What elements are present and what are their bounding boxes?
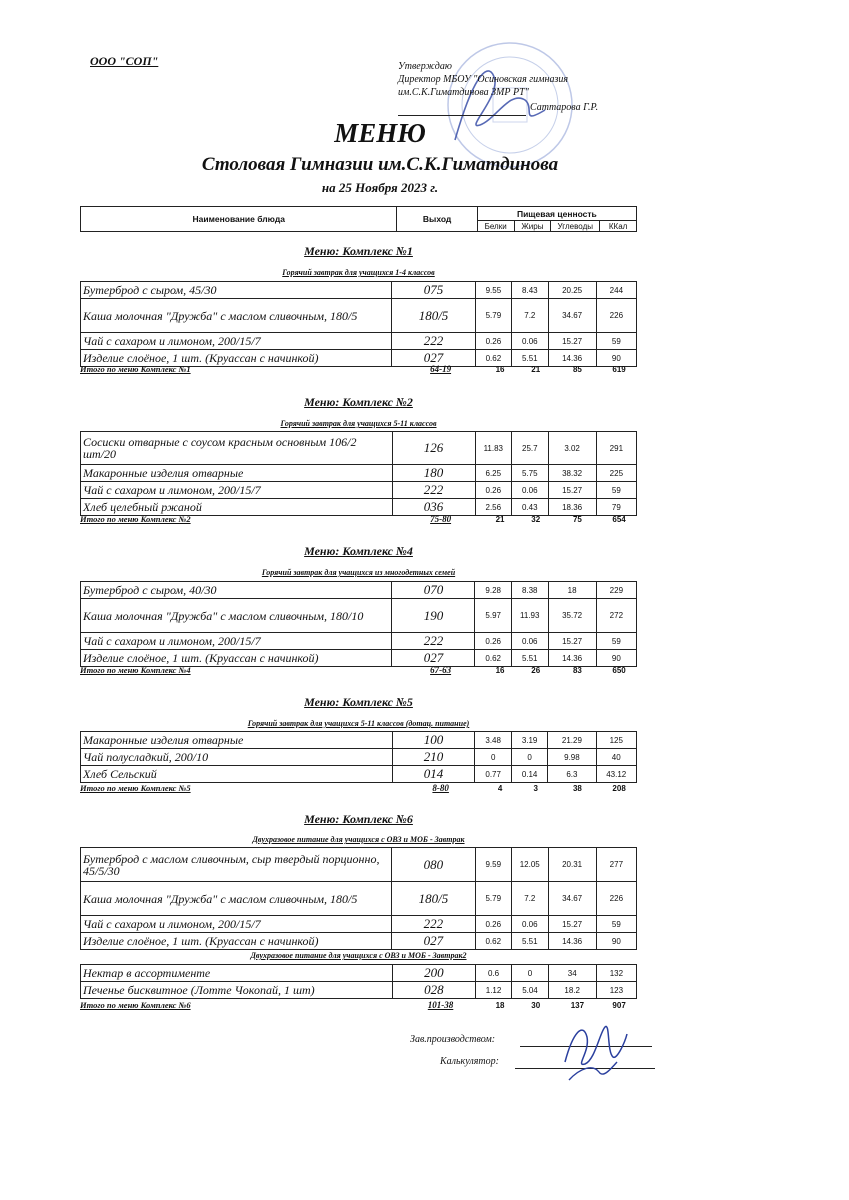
- dish-output: 222: [392, 916, 475, 933]
- table-row: [81, 749, 637, 766]
- section-subtitle: Двухразовое питание для учащихся с ОВЗ и МОБ - Завтрак: [252, 835, 465, 844]
- table-row: [81, 732, 637, 749]
- dish-kcal: 226: [596, 882, 636, 916]
- total-kcal: 650: [612, 665, 626, 675]
- dish-carbs: 34: [548, 965, 596, 982]
- section-table: [80, 581, 637, 667]
- dish-name: Бутерброд с маслом сливочным, сыр твердый порционно, 45/5/30: [81, 848, 392, 882]
- section-table: [80, 281, 637, 367]
- dish-proteins: 9.55: [475, 282, 511, 299]
- dish-fats: 5.51: [511, 933, 548, 950]
- dish-fats: 5.51: [512, 350, 548, 367]
- dish-name: Изделие слоёное, 1 шт. (Круассан с начинкой): [81, 650, 392, 667]
- dish-kcal: 291: [596, 432, 636, 465]
- header-proteins: Белки: [477, 221, 514, 232]
- dish-output: 036: [392, 499, 475, 516]
- header-fats: Жиры: [514, 221, 551, 232]
- dish-output: 222: [392, 482, 475, 499]
- dish-name: Чай с сахаром и лимоном, 200/15/7: [81, 482, 393, 499]
- table-row: [81, 333, 637, 350]
- dish-proteins: 0.62: [475, 350, 511, 367]
- table-row: [81, 848, 637, 882]
- dish-carbs: 18: [548, 582, 596, 599]
- dish-fats: 7.2: [511, 882, 548, 916]
- table-row: [81, 633, 637, 650]
- section-subtitle: Двухразовое питание для учащихся с ОВЗ и МОБ - Завтрак2: [250, 951, 467, 960]
- total-output: 64-19: [430, 364, 452, 374]
- dish-output: 126: [392, 432, 475, 465]
- total-fats: 3: [533, 783, 538, 793]
- table-row: [81, 432, 637, 465]
- dish-fats: 8.43: [512, 282, 548, 299]
- dish-kcal: 272: [596, 599, 636, 633]
- dish-fats: 5.04: [512, 982, 548, 999]
- total-output: 8-80: [432, 783, 449, 793]
- dish-fats: 5.51: [511, 650, 548, 667]
- section-title: Меню: Комплекс №4: [304, 544, 413, 558]
- dish-kcal: 40: [596, 749, 637, 766]
- total-carbs: 83: [572, 665, 582, 675]
- dish-kcal: 59: [596, 482, 636, 499]
- dish-name: Нектар в ассортименте: [81, 965, 393, 982]
- table-row: [81, 482, 637, 499]
- dish-carbs: 15.27: [548, 333, 596, 350]
- dish-carbs: 35.72: [548, 599, 596, 633]
- section-table: [80, 964, 637, 999]
- table-row: [81, 650, 637, 667]
- section-table: [80, 731, 637, 783]
- total-label: Итого по меню Комплекс №4: [80, 665, 191, 675]
- dish-carbs: 20.31: [548, 848, 596, 882]
- dish-output: 200: [392, 965, 475, 982]
- dish-kcal: 59: [596, 916, 636, 933]
- dish-kcal: 90: [596, 933, 636, 950]
- menu-header-table: [80, 206, 637, 232]
- dish-output: 222: [392, 333, 475, 350]
- dish-fats: 0: [512, 965, 548, 982]
- dish-kcal: 229: [596, 582, 636, 599]
- total-fats: 30: [531, 1000, 541, 1010]
- table-row: [81, 766, 637, 783]
- total-proteins: 21: [495, 514, 505, 524]
- dish-proteins: 5.97: [475, 599, 511, 633]
- dish-kcal: 225: [596, 465, 636, 482]
- header-dish: Наименование блюда: [81, 207, 397, 232]
- dish-fats: 0.06: [511, 633, 548, 650]
- dish-carbs: 18.36: [548, 499, 596, 516]
- dish-carbs: 15.27: [548, 633, 596, 650]
- dish-name: Каша молочная "Дружба" с маслом сливочным, 180/5: [81, 299, 392, 333]
- approval-block: [398, 60, 568, 99]
- total-kcal: 619: [612, 364, 626, 374]
- dish-proteins: 0.62: [475, 933, 511, 950]
- dish-proteins: 2.56: [475, 499, 512, 516]
- production-manager-label: Зав.производством:: [410, 1034, 496, 1045]
- dish-fats: 0: [511, 749, 547, 766]
- dish-kcal: 43.12: [596, 766, 637, 783]
- dish-proteins: 6.25: [475, 465, 512, 482]
- section-total: [80, 783, 637, 793]
- dish-output: 190: [392, 599, 475, 633]
- dish-kcal: 59: [596, 333, 636, 350]
- table-row: [81, 582, 637, 599]
- calculator-label: Калькулятор:: [440, 1056, 499, 1067]
- total-output: 75-80: [430, 514, 452, 524]
- header-kcal: ККал: [600, 221, 637, 232]
- dish-proteins: 9.28: [475, 582, 511, 599]
- dish-proteins: 0.6: [475, 965, 511, 982]
- section-title: Меню: Комплекс №1: [304, 244, 413, 258]
- dish-output: 180: [392, 465, 475, 482]
- dish-output: 070: [392, 582, 475, 599]
- table-row: [81, 499, 637, 516]
- dish-kcal: 277: [596, 848, 636, 882]
- dish-fats: 5.75: [512, 465, 548, 482]
- dish-name: Чай с сахаром и лимоном, 200/15/7: [81, 916, 392, 933]
- dish-carbs: 18.2: [548, 982, 596, 999]
- header-output: Выход: [397, 207, 477, 232]
- section-subtitle: Горячий завтрак для учащихся 5-11 классов (дотац. питание): [247, 719, 470, 728]
- dish-kcal: 90: [596, 650, 636, 667]
- total-label: Итого по меню Комплекс №1: [80, 364, 191, 374]
- dish-carbs: 34.67: [548, 299, 596, 333]
- dish-carbs: 15.27: [548, 916, 596, 933]
- total-proteins: 4: [497, 783, 503, 793]
- table-row: [81, 933, 637, 950]
- table-row: [81, 965, 637, 982]
- table-row: [81, 465, 637, 482]
- total-carbs: 137: [570, 1000, 585, 1010]
- dish-fats: 11.93: [511, 599, 548, 633]
- menu-date: на 25 Ноября 2023 г.: [321, 180, 439, 195]
- dish-name: Сосиски отварные с соусом красным основным 106/2 шт/20: [81, 432, 393, 465]
- dish-fats: 0.06: [511, 916, 548, 933]
- section-title: Меню: Комплекс №5: [304, 695, 413, 709]
- table-row: [81, 882, 637, 916]
- dish-name: Бутерброд с сыром, 40/30: [81, 582, 392, 599]
- dish-proteins: 5.79: [475, 299, 511, 333]
- table-row: [81, 282, 637, 299]
- dish-carbs: 14.36: [548, 933, 596, 950]
- dish-proteins: 0.26: [475, 633, 511, 650]
- dish-kcal: 90: [596, 350, 636, 367]
- dish-proteins: 0.26: [475, 333, 511, 350]
- dish-fats: 25.7: [512, 432, 548, 465]
- total-output: 101-38: [427, 1000, 454, 1010]
- dish-proteins: 0.26: [475, 916, 511, 933]
- dish-name: Печенье бисквитное (Лотте Чокопай, 1 шт): [81, 982, 393, 999]
- dish-carbs: 6.3: [548, 766, 596, 783]
- approval-line-3: им.С.К.Гиматдинова ЗМР РТ": [398, 87, 529, 98]
- dish-proteins: 0.26: [475, 482, 512, 499]
- dish-proteins: 3.48: [475, 732, 511, 749]
- dish-kcal: 125: [596, 732, 637, 749]
- dish-proteins: 0: [475, 749, 511, 766]
- total-label: Итого по меню Комплекс №6: [80, 1000, 191, 1010]
- table-row: [81, 299, 637, 333]
- handwritten-signature-icon: [555, 1012, 635, 1087]
- dish-output: 027: [392, 350, 475, 367]
- section-title: Меню: Комплекс №6: [304, 812, 413, 826]
- total-fats: 21: [531, 364, 541, 374]
- dish-proteins: 11.83: [475, 432, 512, 465]
- total-kcal: 208: [612, 783, 626, 793]
- dish-output: 210: [392, 749, 475, 766]
- dish-proteins: 1.12: [475, 982, 511, 999]
- dish-fats: 12.05: [511, 848, 548, 882]
- dish-carbs: 15.27: [548, 482, 596, 499]
- dish-kcal: 132: [596, 965, 636, 982]
- approval-signature-line: [398, 115, 526, 116]
- section-subtitle: Горячий завтрак для учащихся 5-11 классов: [280, 419, 437, 428]
- dish-name: Хлеб целебный ржаной: [81, 499, 393, 516]
- total-fats: 26: [531, 665, 541, 675]
- dish-kcal: 79: [596, 499, 636, 516]
- dish-output: 028: [392, 982, 475, 999]
- dish-output: 222: [392, 633, 475, 650]
- dish-fats: 3.19: [511, 732, 547, 749]
- dish-carbs: 21.29: [548, 732, 596, 749]
- section-total: [80, 364, 637, 374]
- organization-name: ООО "СОП": [90, 54, 159, 68]
- section-subtitle: Горячий завтрак для учащихся 1-4 классов: [282, 268, 435, 277]
- total-carbs: 85: [572, 364, 582, 374]
- dish-name: Каша молочная "Дружба" с маслом сливочным, 180/10: [81, 599, 392, 633]
- dish-proteins: 9.59: [475, 848, 511, 882]
- dish-output: 027: [392, 933, 475, 950]
- total-label: Итого по меню Комплекс №2: [80, 514, 191, 524]
- dish-fats: 8.38: [511, 582, 548, 599]
- total-proteins: 16: [495, 665, 505, 675]
- table-row: [81, 916, 637, 933]
- dish-kcal: 59: [596, 633, 636, 650]
- dish-fats: 0.06: [512, 482, 548, 499]
- dish-proteins: 0.62: [475, 650, 511, 667]
- approval-line-1: Утверждаю: [398, 61, 452, 72]
- dish-fats: 0.06: [512, 333, 548, 350]
- dish-name: Чай с сахаром и лимоном, 200/15/7: [81, 633, 392, 650]
- dish-output: 100: [392, 732, 475, 749]
- dish-output: 014: [392, 766, 475, 783]
- total-label: Итого по меню Комплекс №5: [80, 783, 191, 793]
- table-row: [81, 599, 637, 633]
- total-proteins: 18: [495, 1000, 505, 1010]
- dish-carbs: 14.36: [548, 650, 596, 667]
- dish-name: Чай полусладкий, 200/10: [81, 749, 393, 766]
- dish-kcal: 123: [596, 982, 636, 999]
- dish-carbs: 38.32: [548, 465, 596, 482]
- dish-proteins: 0.77: [475, 766, 511, 783]
- total-proteins: 16: [495, 364, 505, 374]
- section-table: [80, 847, 637, 950]
- total-output: 67-63: [430, 665, 452, 675]
- approval-signer-name: Саттарова Г.Р.: [530, 102, 599, 113]
- dish-name: Макаронные изделия отварные: [81, 465, 393, 482]
- dish-carbs: 9.98: [548, 749, 596, 766]
- total-fats: 32: [531, 514, 541, 524]
- dish-carbs: 34.67: [548, 882, 596, 916]
- dish-fats: 0.43: [512, 499, 548, 516]
- dish-fats: 0.14: [511, 766, 547, 783]
- header-carbs: Углеводы: [551, 221, 600, 232]
- dish-output: 075: [392, 282, 475, 299]
- dish-name: Изделие слоёное, 1 шт. (Круассан с начинкой): [81, 350, 392, 367]
- dish-name: Каша молочная "Дружба" с маслом сливочным, 180/5: [81, 882, 392, 916]
- approval-line-2: Директор МБОУ "Осиновская гимназия: [398, 74, 569, 85]
- section-total: [80, 514, 637, 524]
- dish-name: Макаронные изделия отварные: [81, 732, 393, 749]
- menu-subtitle: Столовая Гимназии им.С.К.Гиматдинова: [201, 154, 559, 175]
- dish-output: 180/5: [392, 882, 475, 916]
- dish-proteins: 5.79: [475, 882, 511, 916]
- dish-carbs: 14.36: [548, 350, 596, 367]
- section-title: Меню: Комплекс №2: [304, 395, 413, 409]
- menu-title: МЕНЮ: [334, 118, 426, 148]
- dish-output: 180/5: [392, 299, 475, 333]
- total-kcal: 654: [612, 514, 626, 524]
- total-carbs: 75: [572, 514, 582, 524]
- dish-kcal: 226: [596, 299, 636, 333]
- dish-carbs: 20.25: [548, 282, 596, 299]
- section-subtitle: Горячий завтрак для учащихся из многодетных семей: [261, 568, 456, 577]
- dish-name: Чай с сахаром и лимоном, 200/15/7: [81, 333, 392, 350]
- total-carbs: 38: [572, 783, 582, 793]
- table-row: [81, 982, 637, 999]
- dish-carbs: 3.02: [548, 432, 596, 465]
- dish-fats: 7.2: [512, 299, 548, 333]
- dish-name: Изделие слоёное, 1 шт. (Круассан с начинкой): [81, 933, 392, 950]
- header-nutrition: Пищевая ценность: [477, 207, 636, 221]
- dish-kcal: 244: [596, 282, 636, 299]
- section-total: [80, 665, 637, 675]
- dish-name: Хлеб Сельский: [81, 766, 393, 783]
- total-kcal: 907: [612, 1000, 626, 1010]
- section-total: [80, 1000, 637, 1010]
- dish-output: 080: [392, 848, 475, 882]
- dish-output: 027: [392, 650, 475, 667]
- dish-name: Бутерброд с сыром, 45/30: [81, 282, 392, 299]
- section-table: [80, 431, 637, 516]
